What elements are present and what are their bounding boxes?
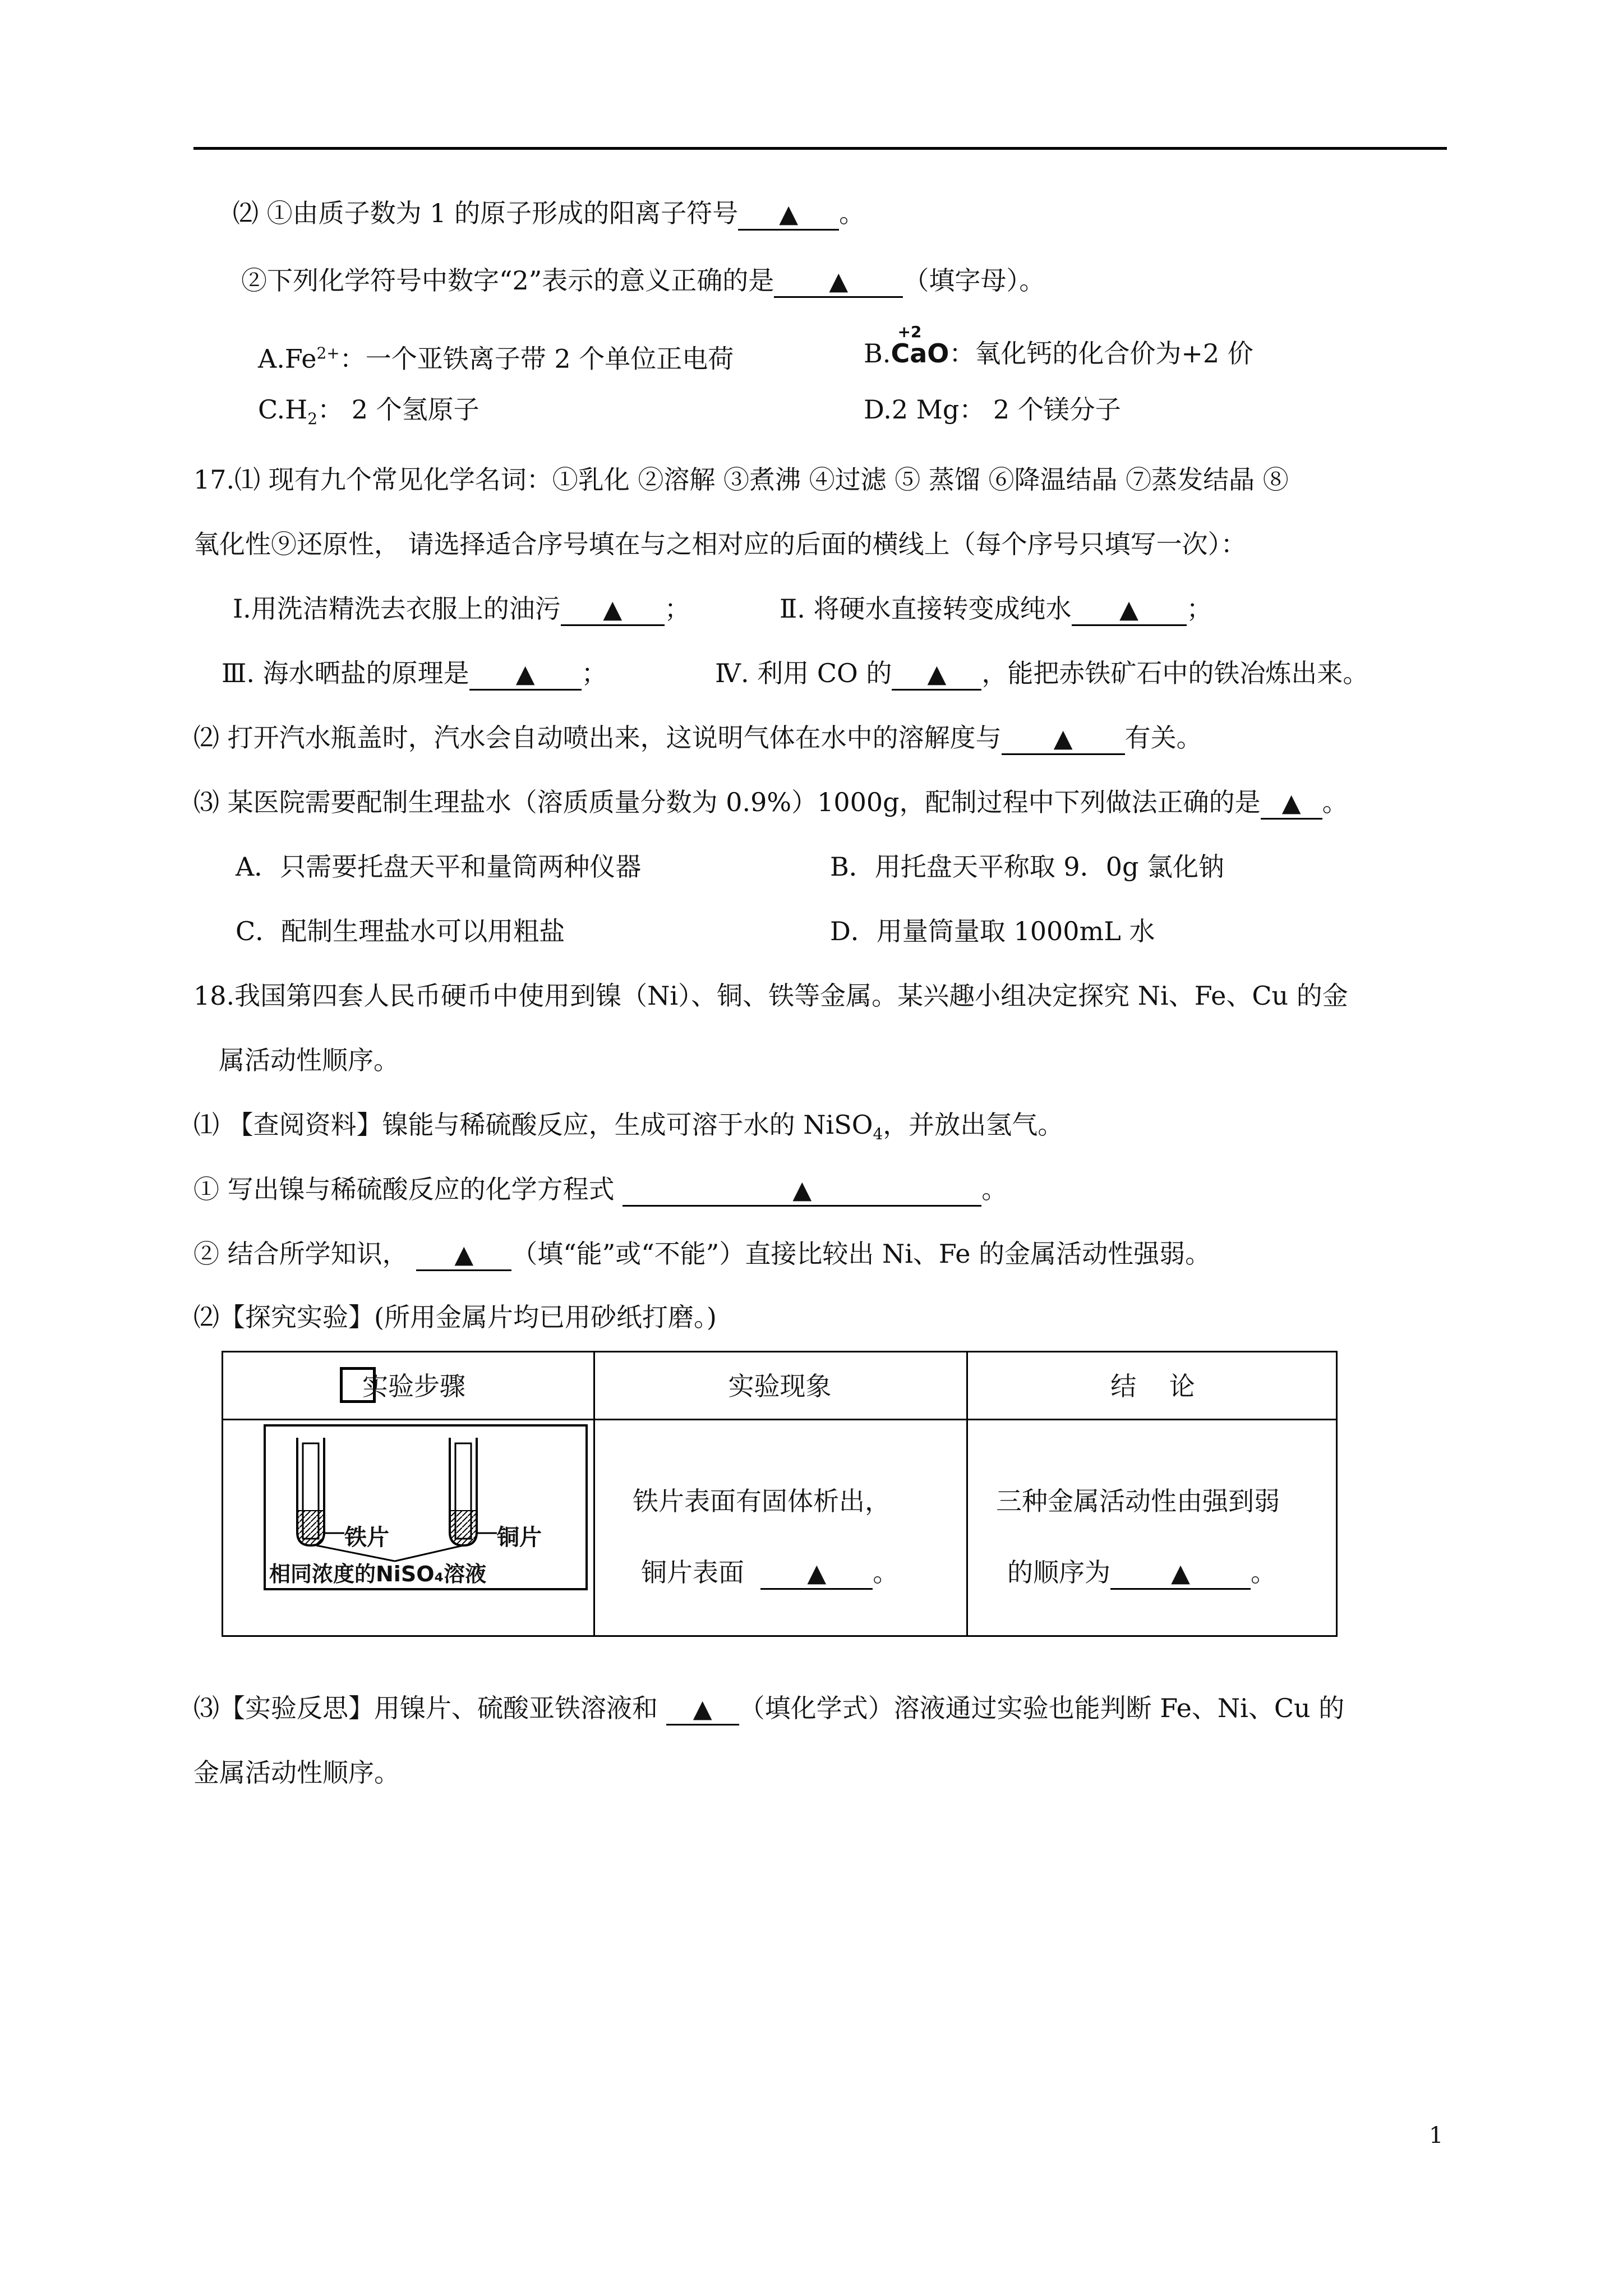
q18-2-title: ⑵【探究实验】(所用金属片均已用砂纸打磨。) xyxy=(193,1302,717,1332)
q16-2-line2: ②下列化学符号中数字“2”表示的意义正确的是 ▲ （填字母）。 xyxy=(241,264,1045,298)
q17-option-a: A．只需要托盘天平和量筒两种仪器 xyxy=(236,852,642,882)
answer-blank[interactable]: ▲ xyxy=(623,1175,981,1207)
q16-2-line1: ⑵ ①由质子数为 1 的原子形成的阳离子符号 ▲ 。 xyxy=(233,196,865,231)
apparatus-figure xyxy=(264,1424,588,1590)
q17-item-i: Ⅰ.用洗洁精洗去衣服上的油污 ▲ ； xyxy=(233,592,690,626)
q17-item-ii: Ⅱ. 将硬水直接转变成纯水 ▲ ； xyxy=(780,592,1212,626)
label-iron: 铁片 xyxy=(344,1525,389,1550)
label-copper: 铜片 xyxy=(497,1525,542,1550)
answer-blank[interactable]: ▲ xyxy=(774,266,903,298)
q17-option-c: C．配制生理盐水可以用粗盐 xyxy=(236,916,565,946)
q17-option-b: B．用托盘天平称取 9．0g 氯化钠 xyxy=(830,852,1225,882)
answer-blank[interactable]: ▲ xyxy=(469,659,582,691)
q17-option-d: D．用量筒量取 1000mL 水 xyxy=(830,916,1155,946)
phenomenon-line1: 铁片表面有固体析出， xyxy=(633,1486,891,1516)
answer-blank[interactable]: ▲ xyxy=(1072,594,1187,626)
q17-line1: 17.⑴ 现有九个常见化学名词：①乳化 ②溶解 ③煮沸 ④过滤 ⑤ 蒸馏 ⑥降温结晶 ⑦蒸发结晶 ⑧ xyxy=(193,464,1289,495)
answer-blank[interactable]: ▲ xyxy=(666,1694,739,1726)
option-b: B. +2 CaO：氧化钙的化合价为+2 价 xyxy=(864,323,1253,369)
header-conclusion: 结 论 xyxy=(1110,1371,1195,1401)
answer-blank[interactable]: ▲ xyxy=(892,659,981,691)
option-a: $A.Fe^{2+}$：一个亚铁离子带 2 个单位正电荷 xyxy=(258,343,734,374)
q18-line1: 18.我国第四套人民币硬币中使用到镍（Ni）、铜、铁等金属。某兴趣小组决定探究 Ni、Fe、Cu 的金 xyxy=(193,981,1348,1011)
header-steps: 实验步骤 xyxy=(362,1371,465,1401)
answer-blank[interactable]: ▲ xyxy=(1002,723,1125,755)
q18-3-reflection: ⑶【实验反思】用镍片、硫酸亚铁溶液和 ▲ （填化学式）溶液通过实验也能判断 Fe、Ni、Cu 的 xyxy=(193,1691,1344,1726)
q17-line2: 氧化性⑨还原性， 请选择适合序号填在与之相对应的后面的横线上（每个序号只填写一次）： xyxy=(193,529,1247,559)
q18-1-equation: ① 写出镍与稀硫酸反应的化学方程式 ▲ 。 xyxy=(193,1172,1007,1207)
label-solution: 相同浓度的NiSO₄溶液 xyxy=(269,1562,487,1586)
conclusion-line2: 的顺序为 ▲ 。 xyxy=(1007,1556,1276,1590)
q18-1-info: ⑴ 【查阅资料】镍能与稀硫酸反应，生成可溶于水的 NiSO$_4$，并放出氢气。 xyxy=(193,1110,1064,1144)
page-number: 1 xyxy=(1429,2123,1444,2148)
q17-item-iv: Ⅳ. 利用 CO 的 ▲ ，能把赤铁矿石中的铁冶炼出来。 xyxy=(715,656,1368,691)
header-phenomenon: 实验现象 xyxy=(728,1371,832,1401)
answer-blank[interactable]: ▲ xyxy=(738,199,839,231)
answer-blank[interactable]: ▲ xyxy=(1110,1558,1251,1590)
option-d: D.2 Mg： 2 个镁分子 xyxy=(864,394,1121,425)
q18-1-compare: ② 结合所学知识， ▲ （填“能”或“不能”）直接比较出 Ni、Fe 的金属活动性强弱。 xyxy=(193,1237,1211,1271)
q17-item-iii: Ⅲ. 海水晒盐的原理是 ▲ ； xyxy=(222,656,607,691)
conclusion-line1: 三种金属活动性由强到弱 xyxy=(996,1486,1280,1516)
answer-blank[interactable]: ▲ xyxy=(416,1239,511,1271)
q17-3: ⑶ 某医院需要配制生理盐水（溶质质量分数为 0.9%）1000g，配制过程中下列做法正确的是 ▲ 。 xyxy=(193,785,1348,820)
header-rule xyxy=(193,147,1447,150)
table-divider xyxy=(223,1419,1336,1420)
q18-3-line2: 金属活动性顺序。 xyxy=(193,1757,400,1788)
answer-blank[interactable]: ▲ xyxy=(561,594,665,626)
answer-blank[interactable]: ▲ xyxy=(760,1558,873,1590)
q18-line2: 属活动性顺序。 xyxy=(219,1045,399,1075)
option-c: $C.H_2$： 2 个氢原子 xyxy=(258,394,479,429)
answer-blank[interactable]: ▲ xyxy=(1261,788,1322,820)
q17-2: ⑵ 打开汽水瓶盖时，汽水会自动喷出来，这说明气体在水中的溶解度与 ▲ 有关。 xyxy=(193,721,1202,755)
phenomenon-line2: 铜片表面 ▲ 。 xyxy=(641,1556,898,1590)
experiment-table xyxy=(222,1351,1338,1637)
